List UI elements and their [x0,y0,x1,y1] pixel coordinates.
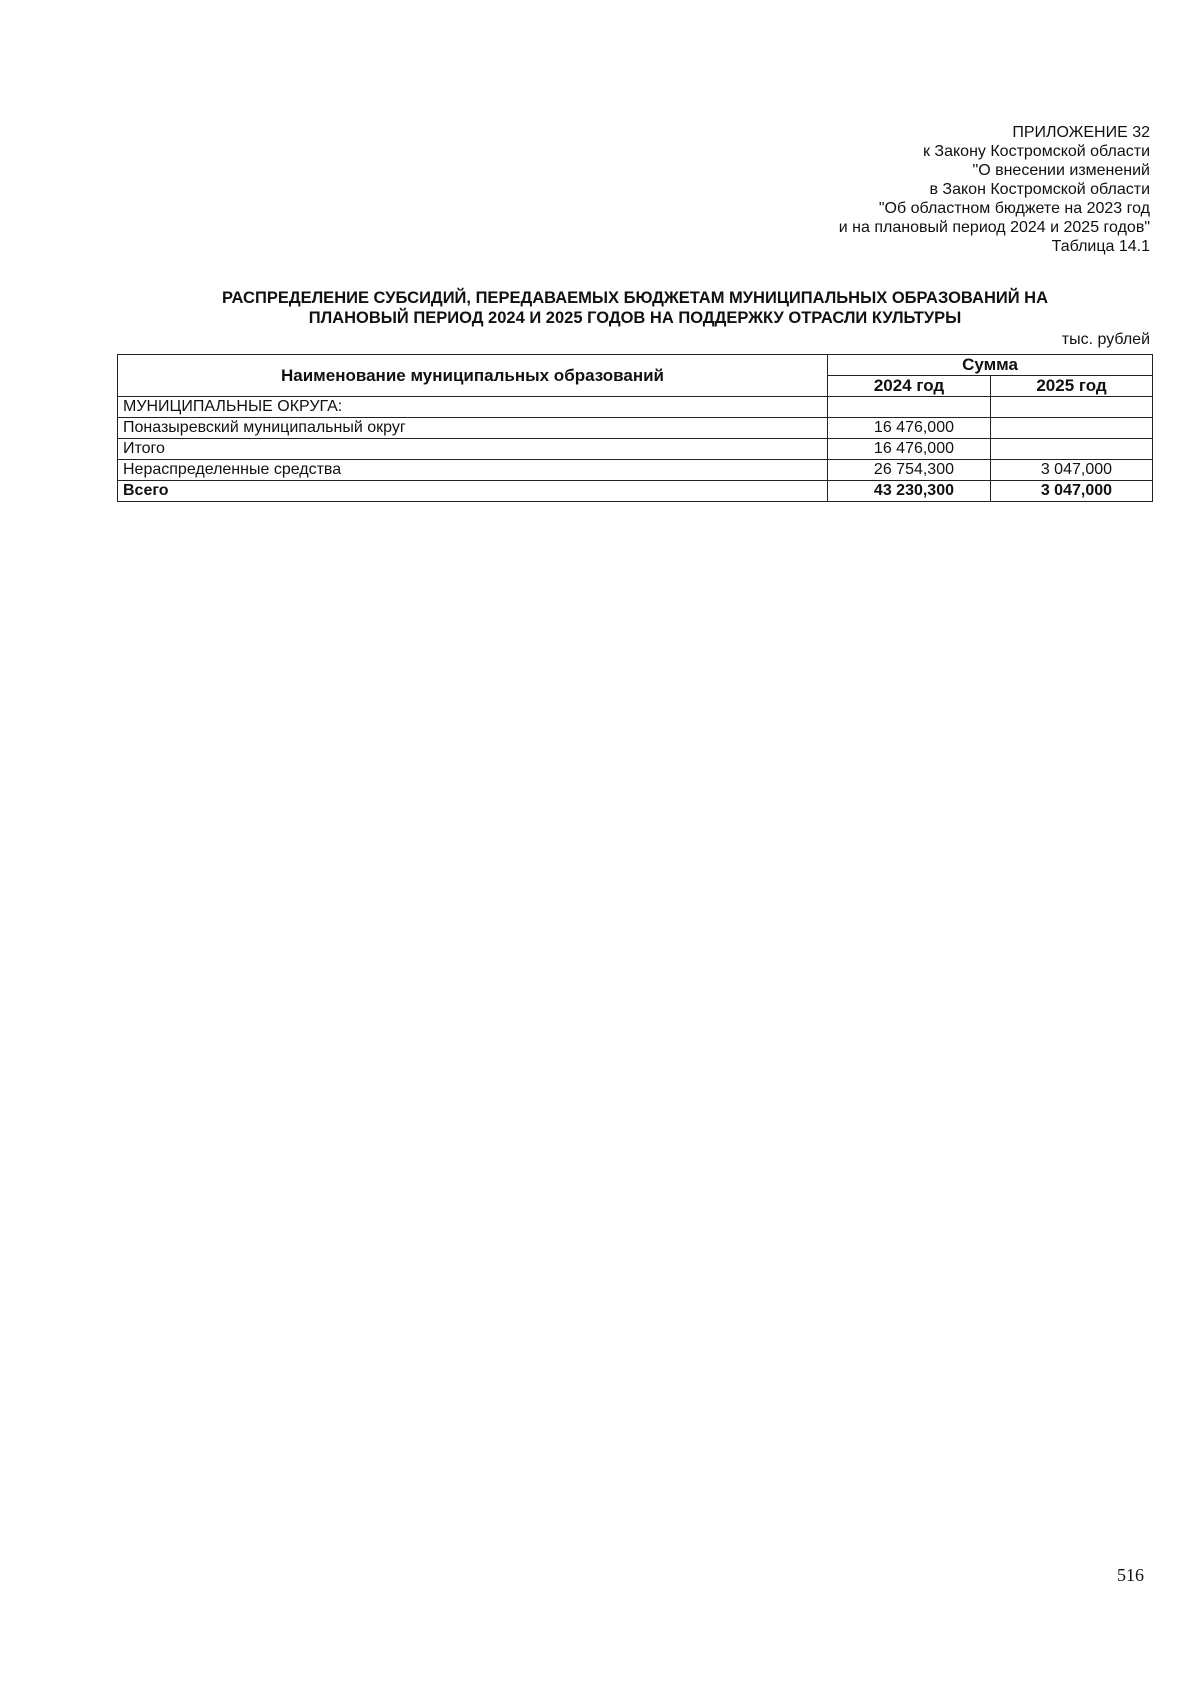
document-title [150,288,1120,328]
table-number: Таблица 14.1 [1051,238,1150,255]
value-2024: 16 476,000 [828,418,991,439]
header-line: к Закону Костромской области [922,143,1150,160]
value-2024: 43 230,300 [828,481,991,502]
value-2025: 3 047,000 [991,460,1153,481]
header-line: и на плановый период 2024 и 2025 годов" [838,219,1150,236]
value-2025 [991,439,1153,460]
column-header-2024: 2024 год [828,376,991,397]
value-2024: 26 754,300 [828,460,991,481]
table-row [118,397,1153,418]
subsidy-table [117,354,1153,502]
table-row-total [118,481,1153,502]
row-name: Всего [118,481,828,502]
header-line: в Закон Костромской области [929,181,1150,198]
value-2025 [991,418,1153,439]
row-name: Поназыревский муниципальный округ [118,418,828,439]
table-row [118,418,1153,439]
row-name: МУНИЦИПАЛЬНЫЕ ОКРУГА: [118,397,828,418]
value-2024 [828,397,991,418]
column-header-name: Наименование муниципальных образований [118,355,828,397]
column-header-sum: Сумма [828,355,1153,376]
title-line-2: ПЛАНОВЫЙ ПЕРИОД 2024 И 2025 ГОДОВ НА ПОДДЕРЖКУ ОТРАСЛИ КУЛЬТУРЫ [308,309,962,327]
header-line: "Об областном бюджете на 2023 год [878,200,1150,217]
header-line: "О внесении изменений [972,162,1150,179]
unit-label: тыс. рублей [1061,331,1150,348]
value-2025: 3 047,000 [991,481,1153,502]
header-line: ПРИЛОЖЕНИЕ 32 [1012,124,1150,141]
appendix-header [730,123,1150,256]
column-header-2025: 2025 год [991,376,1153,397]
value-2025 [991,397,1153,418]
row-name: Нераспределенные средства [118,460,828,481]
title-line-1: РАСПРЕДЕЛЕНИЕ СУБСИДИЙ, ПЕРЕДАВАЕМЫХ БЮДЖЕТАМ МУНИЦИПАЛЬНЫХ ОБРАЗОВАНИЙ НА [222,289,1048,307]
page-number: 516 [1117,1565,1144,1585]
row-name: Итого [118,439,828,460]
table-row [118,460,1153,481]
value-2024: 16 476,000 [828,439,991,460]
table-row [118,439,1153,460]
